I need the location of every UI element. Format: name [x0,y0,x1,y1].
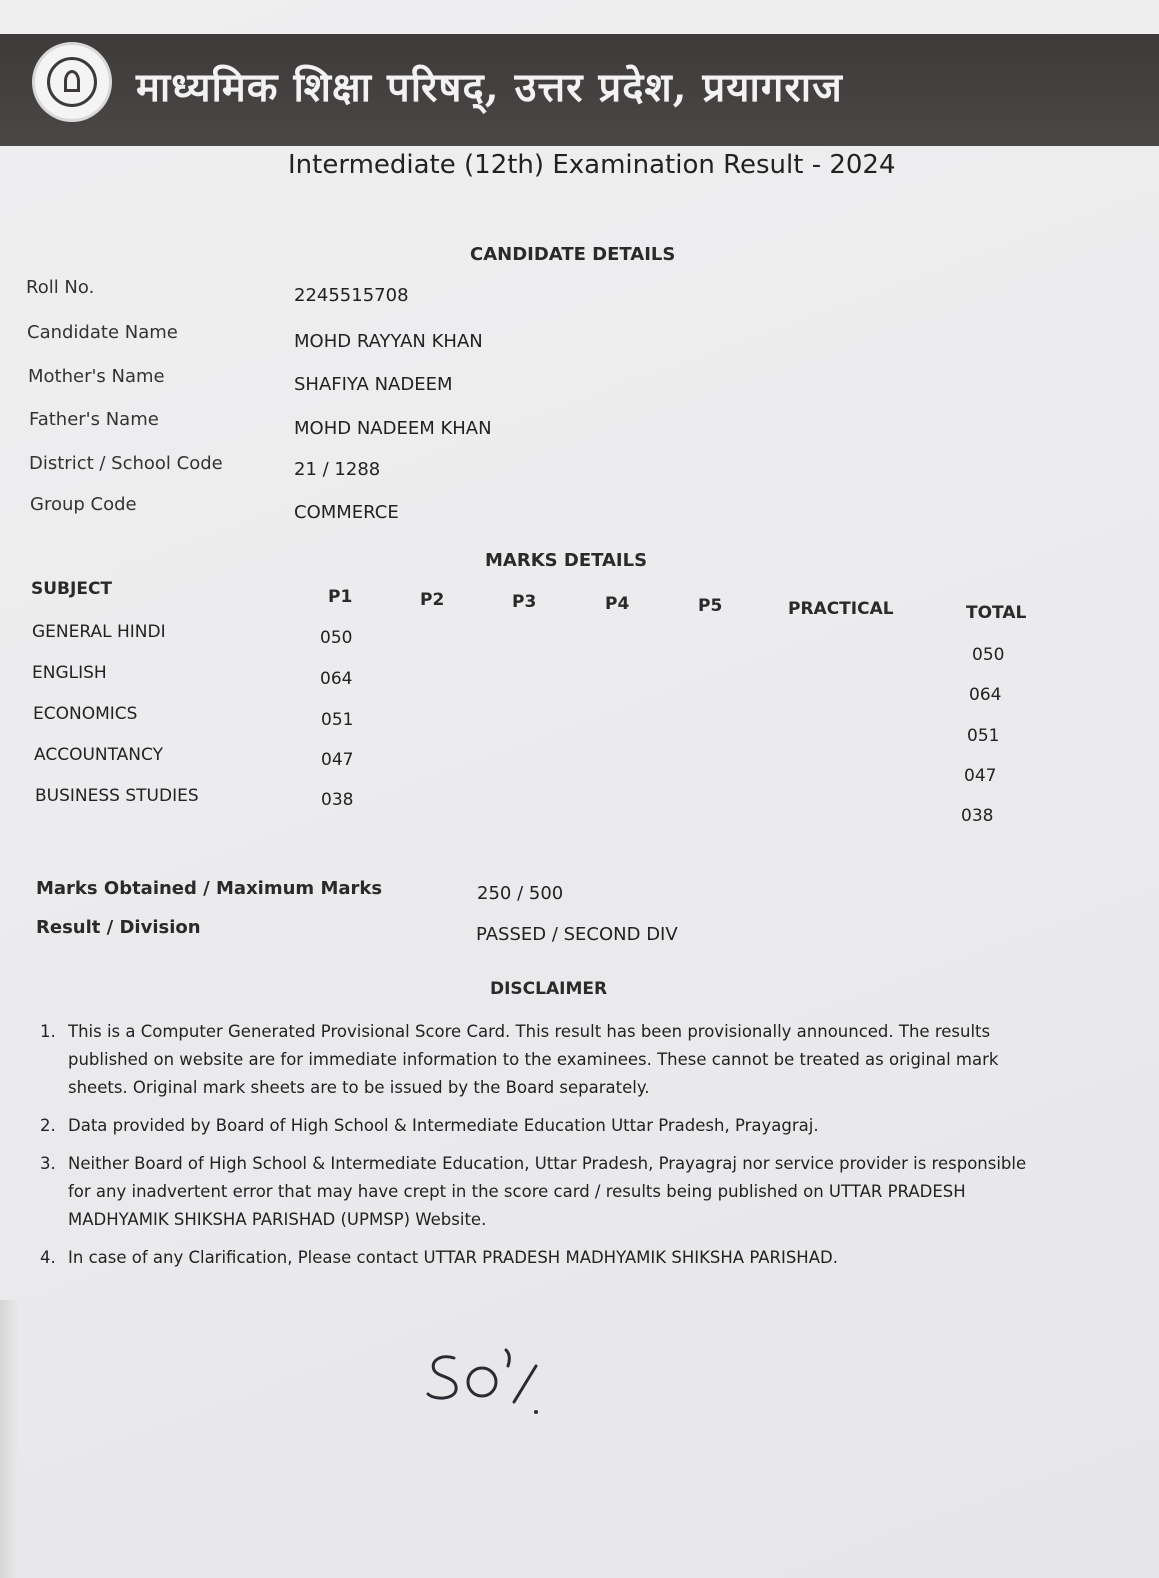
result-division-value: PASSED / SECOND DIV [476,924,678,945]
disclaimer-heading: DISCLAIMER [490,979,608,999]
p1-mark: 051 [321,710,354,730]
disclaimer-number: 4. [40,1248,56,1267]
subject-name: GENERAL HINDI [32,622,166,642]
handwritten-note [424,1340,554,1420]
candidate-details-heading: CANDIDATE DETAILS [470,244,676,265]
disclaimer-text: Data provided by Board of High School & Intermediate Education Uttar Pradesh, Prayagraj. [68,1116,819,1135]
col-p4: P4 [605,594,630,614]
total-mark: 038 [961,806,994,826]
subject-name: ENGLISH [32,663,107,683]
father-name-value: MOHD NADEEM KHAN [294,418,492,439]
total-mark: 047 [964,766,997,786]
mother-name-label: Mother's Name [28,366,165,387]
subject-name: ACCOUNTANCY [34,745,163,765]
col-subject: SUBJECT [31,579,113,599]
col-p5: P5 [698,596,723,616]
result-division-label: Result / Division [36,917,201,938]
col-p3: P3 [512,592,537,612]
candidate-name-value: MOHD RAYYAN KHAN [294,331,483,352]
disclaimer-list [40,1018,1030,1282]
logo-emblem [64,70,80,92]
disclaimer-item [40,1150,1030,1234]
board-name-hindi: माध्यमिक शिक्षा परिषद्, उत्तर प्रदेश, प्रयागराज [136,64,843,111]
roll-no-label: Roll No. [26,277,95,298]
board-logo-icon [32,42,112,122]
disclaimer-item [40,1112,1030,1140]
disclaimer-item [40,1244,1030,1272]
marks-obtained-value: 250 / 500 [477,883,564,904]
roll-no-value: 2245515708 [294,285,409,306]
mother-name-value: SHAFIYA NADEEM [294,374,453,395]
p1-mark: 050 [320,628,353,648]
district-school-code-label: District / School Code [29,453,223,474]
disclaimer-number: 1. [40,1022,56,1041]
total-mark: 051 [967,726,1000,746]
total-mark: 064 [969,685,1002,705]
exam-title: Intermediate (12th) Examination Result - 2024 [288,150,896,180]
paper-edge [0,1300,18,1578]
group-code-label: Group Code [30,494,137,515]
marks-obtained-label: Marks Obtained / Maximum Marks [36,878,383,899]
p1-mark: 064 [320,669,353,689]
subject-name: BUSINESS STUDIES [35,786,199,806]
col-p1: P1 [328,587,353,607]
disclaimer-number: 3. [40,1154,56,1173]
col-practical: PRACTICAL [788,599,894,619]
disclaimer-text: In case of any Clarification, Please contact UTTAR PRADESH MADHYAMIK SHIKSHA PARISHAD. [68,1248,838,1267]
p1-mark: 038 [321,790,354,810]
subject-name: ECONOMICS [33,704,138,724]
col-total: TOTAL [966,603,1027,623]
disclaimer-text: This is a Computer Generated Provisional Score Card. This result has been provisionally announced. The results published on website are for immediate information to the examinees. These cannot be treated as original mark sheets. Original mark sheets are to be issued by the Board separately. [68,1022,999,1097]
col-p2: P2 [420,590,445,610]
father-name-label: Father's Name [29,409,159,430]
disclaimer-item [40,1018,1030,1102]
marks-details-heading: MARKS DETAILS [485,550,648,571]
disclaimer-number: 2. [40,1116,56,1135]
district-school-code-value: 21 / 1288 [294,459,381,480]
p1-mark: 047 [321,750,354,770]
disclaimer-text: Neither Board of High School & Intermediate Education, Uttar Pradesh, Prayagraj nor service provider is responsible for any inadvertent error that may have crept in the score card / results being published on UTTAR PRADESH MADHYAMIK SHIKSHA PARISHAD (UPMSP) Website. [68,1154,1027,1229]
candidate-name-label: Candidate Name [27,322,178,343]
logo-ring [47,57,97,107]
total-mark: 050 [972,645,1005,665]
group-code-value: COMMERCE [294,502,399,523]
